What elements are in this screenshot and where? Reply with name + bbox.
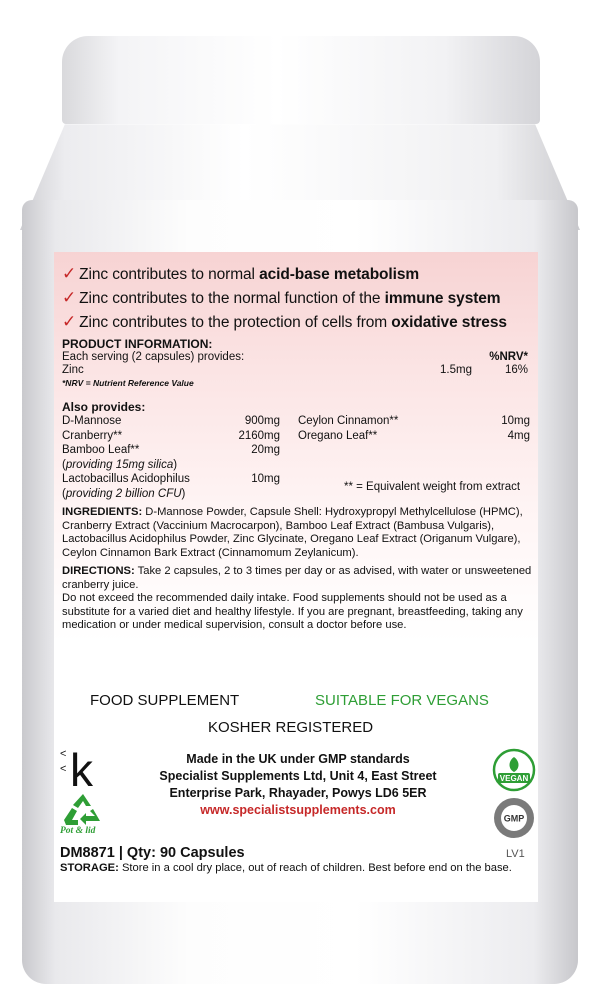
gmp-seal-icon [492,796,536,840]
svg-text:VEGAN: VEGAN [499,774,529,783]
ingredient-lacto-sub: (providing 2 billion CFU) [62,487,186,500]
svg-text:k: k [70,744,93,792]
equivalent-note: ** = Equivalent weight from extract [344,481,521,493]
storage-info: STORAGE: Store in a cool dry place, out of reach of children. Best before end on the base. [60,862,512,874]
food-supplement-text: FOOD SUPPLEMENT [90,692,240,709]
ingredient-bamboo: Bamboo Leaf** 20mg [62,444,280,456]
check-icon: ✓ [62,312,77,331]
manufacturer-info: Made in the UK under GMP standards Specialist Supplements Ltd, Unit 4, East Street Enterprise Park, Rhayader, Powys LD6 5ER www.specialistsupplements.com [128,751,468,819]
nrv-note: *NRV = Nutrient Reference Value [62,378,194,388]
svg-text:<: < [60,748,67,760]
warning-text: Do not exceed the recommended daily intake. Food supplements should not be used as a substitute for a varied diet and healthy lifestyle. If you are pregnant, breastfeeding, taking any medication or under medical supervision, consult a doctor before use. [62,592,523,632]
svg-text:<: < [60,763,67,775]
serving-text: Each serving (2 capsules) provides: [62,351,245,363]
health-claims [62,262,542,334]
kosher-registered-text: KOSHER REGISTERED [208,719,374,736]
claim-immune: ✓ Zinc contributes to the normal function of the immune system [62,288,501,307]
ingredient-dmannose: D-Mannose 900mg [62,415,280,427]
svg-text:GMP: GMP [503,813,525,824]
ingredient-bamboo-sub: (providing 15mg silica) [62,458,178,471]
ingredient-oregano: Oregano Leaf** 4mg [298,429,530,442]
nrv-header: %NRV* [489,351,528,363]
claim-acid-base: ✓ Zinc contributes to normal acid-base metabolism [62,264,420,283]
check-icon: ✓ [62,264,77,283]
recycle-icon [60,792,106,826]
vegan-seal-icon [492,748,536,792]
zinc-amount: 1.5mg [440,364,472,376]
zinc-label: Zinc [62,364,84,376]
zinc-nrv: 16% [504,364,528,376]
ingredient-cinnamon: Ceylon Cinnamon** 10mg [298,415,530,427]
ingredient-cranberry: Cranberry** 2160mg [62,429,280,442]
website-link: www.specialistsupplements.com [200,803,396,817]
bottle-cap [62,36,540,124]
product-code: DM8871 | Qty: 90 Capsules [60,845,245,861]
product-information [62,338,530,390]
ingredient-lacto: Lactobacillus Acidophilus 10mg [62,473,280,485]
check-icon: ✓ [62,288,77,307]
kosher-k-logo-icon [60,742,108,792]
also-provides-title: Also provides: [62,400,146,414]
pot-lid-text: Pot & lid [60,826,96,836]
directions: DIRECTIONS: Take 2 capsules, 2 to 3 times per day or as advised, with water or unsweetened cranberry juice. Do not exceed the recommended daily intake. Food supplements should not be used as a substitute for a varied diet and healthy lifestyle. If you are pregnant, breastfeeding, taking any medication or under medical supervision, consult a doctor before use. [62,565,538,633]
product-info-title: PRODUCT INFORMATION: [62,337,213,351]
ingredients: INGREDIENTS: D-Mannose Powder, Capsule Shell: Hydroxypropyl Methylcellulose (HPMC), Cranberry Extract (Vaccinium Macrocarpon), Bamboo Leaf Extract (Bambusa Vulgaris), Lactobacillus Acidophilus Powder, Zinc Glycinate, Oregano Leaf Extract (Origanum Vulgare), Ceylon Cinnamon Bark Extract (Cinnamomum Zeylanicum). [62,506,523,559]
claim-oxidative: ✓ Zinc contributes to the protection of cells from oxidative stress [62,312,507,331]
lv-code: LV1 [506,848,525,860]
also-provides [62,400,530,500]
suitable-for-vegans-text: SUITABLE FOR VEGANS [315,692,489,709]
